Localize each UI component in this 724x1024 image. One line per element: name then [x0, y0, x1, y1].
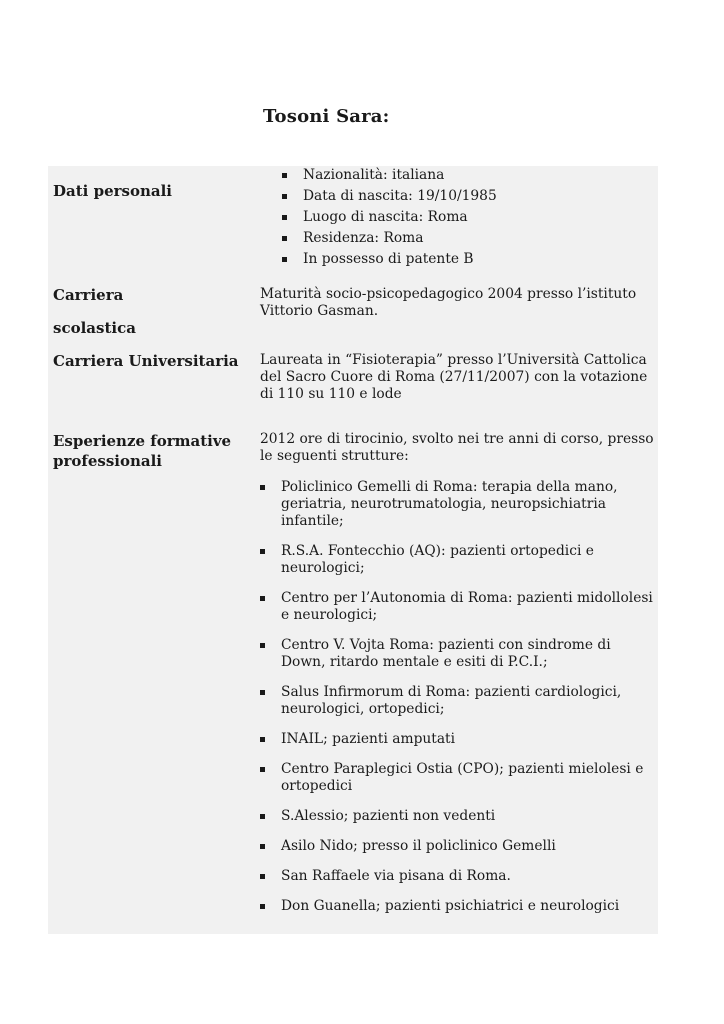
list-item: Luogo di nascita: Roma	[260, 209, 655, 226]
list-item: In possesso di patente B	[260, 251, 655, 268]
list-item: Centro V. Vojta Roma: pazienti con sindrome di Down, ritardo mentale e esiti di P.C.I.;	[260, 637, 655, 671]
list-item: Don Guanella; pazienti psichiatrici e neurologici	[260, 898, 655, 915]
list-item: S.Alessio; pazienti non vedenti	[260, 808, 655, 825]
square-bullet-icon	[260, 643, 265, 648]
square-bullet-icon	[282, 194, 287, 199]
list-item: INAIL; pazienti amputati	[260, 731, 655, 748]
list-item: Asilo Nido; presso il policlinico Gemelli	[260, 838, 655, 855]
square-bullet-icon	[282, 236, 287, 241]
list-item: Residenza: Roma	[260, 230, 655, 247]
square-bullet-icon	[282, 215, 287, 220]
experience-list	[260, 479, 655, 928]
square-bullet-icon	[260, 844, 265, 849]
experience-intro: 2012 ore di tirocinio, svolto nei tre anni di corso, presso le seguenti strutture:	[260, 431, 654, 464]
square-bullet-icon	[282, 173, 287, 178]
square-bullet-icon	[260, 767, 265, 772]
personal-data-list	[260, 167, 655, 272]
list-item: Nazionalità: italiana	[260, 167, 655, 184]
square-bullet-icon	[260, 690, 265, 695]
list-item: Policlinico Gemelli di Roma: terapia della mano, geriatria, neurotrumatologia, neuropsichiatria infantile;	[260, 479, 655, 530]
square-bullet-icon	[260, 904, 265, 909]
square-bullet-icon	[282, 257, 287, 262]
experience-label: Esperienze formative professionali	[53, 432, 232, 470]
school-career-label-line2: scolastica	[53, 319, 136, 337]
list-item: Data di nascita: 19/10/1985	[260, 188, 655, 205]
personal-data-label: Dati personali	[53, 182, 172, 200]
square-bullet-icon	[260, 874, 265, 879]
university-career-text: Laureata in “Fisioterapia” presso l’Università Cattolica del Sacro Cuore di Roma (27/11/2007) con la votazione di 110 su 110 e lode	[260, 352, 648, 402]
list-item: Centro Paraplegici Ostia (CPO); pazienti mielolesi e ortopedici	[260, 761, 655, 795]
list-item: Centro per l’Autonomia di Roma: pazienti midollolesi e neurologici;	[260, 590, 655, 624]
square-bullet-icon	[260, 485, 265, 490]
list-item: Salus Infirmorum di Roma: pazienti cardiologici, neurologici, ortopedici;	[260, 684, 655, 718]
square-bullet-icon	[260, 549, 265, 554]
square-bullet-icon	[260, 814, 265, 819]
square-bullet-icon	[260, 737, 265, 742]
university-career-label: Carriera Universitaria	[53, 352, 239, 370]
school-career-label-line1: Carriera	[53, 286, 124, 304]
list-item: R.S.A. Fontecchio (AQ): pazienti ortopedici e neurologici;	[260, 543, 655, 577]
school-career-text: Maturità socio-psicopedagogico 2004 presso l’istituto Vittorio Gasman.	[260, 286, 637, 319]
title-text: Tosoni Sara:	[263, 106, 390, 127]
page-title	[0, 106, 650, 127]
square-bullet-icon	[260, 596, 265, 601]
list-item: San Raffaele via pisana di Roma.	[260, 868, 655, 885]
